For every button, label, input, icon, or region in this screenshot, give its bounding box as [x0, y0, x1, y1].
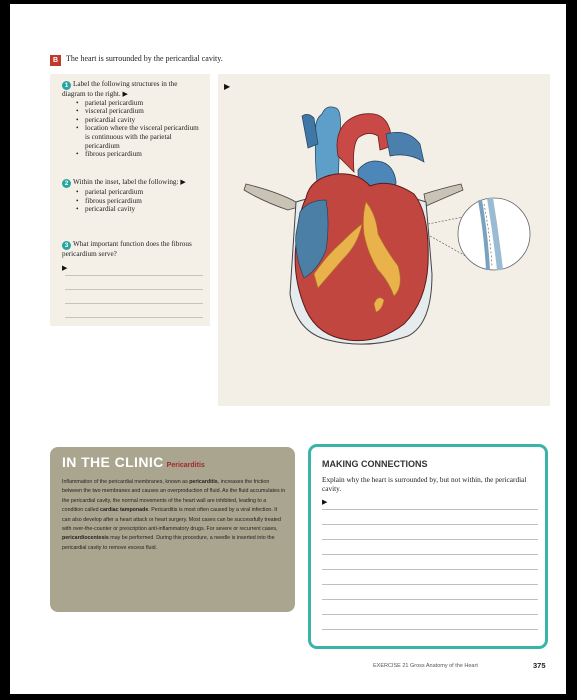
step-3-number: 3	[62, 241, 71, 250]
step-2-text: Within the inset, label the following:	[73, 178, 179, 186]
answer-line[interactable]	[65, 289, 203, 290]
step-3	[62, 240, 202, 259]
list-item: • pericardial cavity	[62, 116, 202, 125]
workbook-page	[10, 4, 566, 694]
figure-arrow-icon: ▶	[224, 82, 231, 91]
term-pericardiocentesis: pericardiocentesis	[62, 535, 109, 542]
step-3-arrow	[62, 264, 202, 273]
term-pericarditis: pericarditis	[189, 479, 218, 485]
list-item: • parietal pericardium	[62, 99, 202, 108]
arrow-icon: ▶	[180, 178, 186, 186]
arrow-icon: ▶	[322, 498, 328, 506]
answer-line[interactable]	[322, 629, 538, 630]
answer-line[interactable]	[322, 584, 538, 585]
clinic-heading-text: IN THE CLINIC	[62, 454, 164, 470]
clinic-text: Inflammation of the pericardial membranes, known as	[62, 479, 190, 485]
connections-prompt: Explain why the heart is surrounded by, but not within, the pericardial cavity.	[322, 475, 527, 493]
term-cardiac-tamponade: cardiac tamponade	[100, 507, 149, 514]
list-item: • pericardial cavity	[62, 205, 202, 214]
in-the-clinic-box	[50, 447, 295, 612]
step-2-list	[62, 188, 202, 214]
step-2-number: 2	[62, 179, 71, 188]
answer-line[interactable]	[65, 317, 203, 318]
clinic-heading	[62, 454, 205, 470]
heart-figure-panel	[218, 74, 550, 406]
section-badge: B	[50, 55, 61, 66]
step-3-text: What important function does the fibrous pericardium serve?	[62, 240, 192, 258]
clinic-text: , increases the friction between the two membranes and causes an overproduction of fluid. As the fluid accumulates in the pericardial cavity, the normal movements of the heart wall are inhibited, leading to a condition called	[62, 479, 286, 514]
arrow-icon: ▶	[62, 264, 68, 272]
running-footer: EXERCISE 21 Gross Anatomy of the Heart	[373, 663, 478, 669]
step-1-text: Label the following structures in the diagram to the right.	[62, 80, 178, 98]
connections-heading: MAKING CONNECTIONS	[322, 459, 428, 469]
answer-line[interactable]	[322, 539, 538, 540]
arrow-icon: ▶	[122, 90, 128, 98]
instructions-panel	[50, 74, 210, 326]
step-1-list	[62, 99, 202, 159]
list-item: • parietal pericardium	[62, 188, 202, 197]
clinic-text: may be performed. During this procedure, a needle is inserted into the pericardial cavity to remove excess fluid.	[62, 535, 275, 551]
answer-line[interactable]	[322, 599, 538, 600]
clinic-body	[62, 478, 287, 553]
list-item: • visceral pericardium	[62, 107, 202, 116]
heart-illustration	[218, 74, 550, 406]
page-number: 375	[533, 661, 546, 670]
answer-line[interactable]	[65, 303, 203, 304]
answer-line[interactable]	[322, 614, 538, 615]
answer-line[interactable]	[322, 524, 538, 525]
answer-line[interactable]	[322, 554, 538, 555]
answer-line[interactable]	[322, 569, 538, 570]
making-connections-box	[308, 444, 548, 649]
section-title: The heart is surrounded by the pericardial cavity.	[66, 54, 223, 63]
step-1-number: 1	[62, 81, 71, 90]
clinic-subheading: Pericarditis	[166, 462, 205, 469]
answer-line[interactable]	[65, 275, 203, 276]
answer-line[interactable]	[322, 509, 538, 510]
list-item: • fibrous pericardium	[62, 197, 202, 206]
step-2	[62, 178, 202, 214]
clinic-text: . Pericarditis is most often caused by a viral infection. It can also develop after a heart attack or heart surgery. Most cases can be successfully treated with over-the-counter or prescription anti-inflammatory drugs. For severe or recurrent cases,	[62, 507, 281, 533]
step-1	[62, 80, 202, 159]
list-item: • location where the visceral pericardium is continuous with the parietal pericardium	[62, 124, 202, 150]
list-item: • fibrous pericardium	[62, 150, 202, 159]
